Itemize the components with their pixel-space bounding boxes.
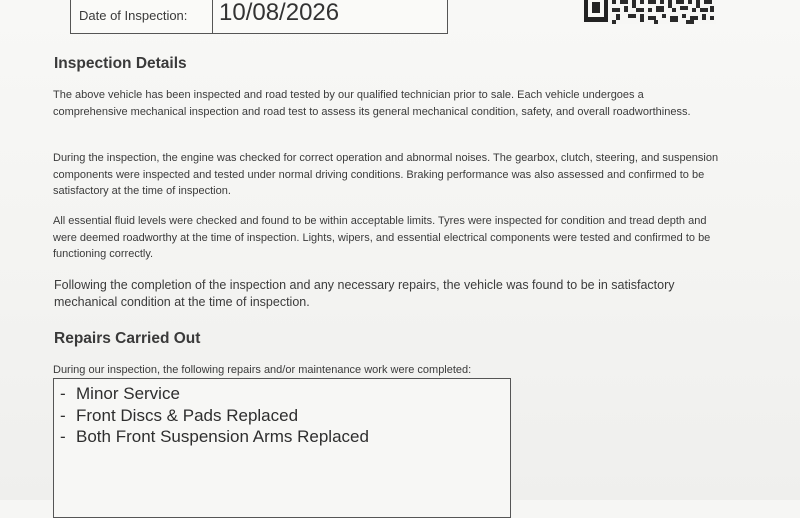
repair-item-text: Front Discs & Pads Replaced (76, 405, 299, 425)
inspection-date-table (70, 0, 448, 34)
inspection-details-heading: Inspection Details (54, 55, 187, 72)
repair-item (60, 405, 510, 427)
details-paragraph-1: The above vehicle has been inspected and road tested by our qualified technician prior to sale. Each vehicle undergoes a comprehensive mechanical inspection and road test to assess its general mechanical condition, safety, and overall roadworthiness. (53, 89, 691, 118)
details-paragraph-2: During the inspection, the engine was checked for correct operation and abnormal noises. The gearbox, clutch, steering, and suspension components were inspected and tested under normal driving conditions. Braking performance was also assessed and confirmed to be satisfactory at the time of inspection. (53, 152, 719, 197)
repair-item (60, 426, 510, 448)
repair-item-text: Both Front Suspension Arms Replaced (76, 427, 369, 446)
repair-item (60, 383, 510, 405)
qr-code-icon (582, 0, 716, 24)
repairs-heading: Repairs Carried Out (54, 330, 201, 347)
repairs-intro: During our inspection, the following repairs and/or maintenance work were completed: (53, 364, 472, 376)
inspection-date-label: Date of Inspection: (71, 0, 213, 33)
details-paragraph-4: Following the completion of the inspection and any necessary repairs, the vehicle was found to be in satisfactory mechanical condition at the time of inspection. (54, 278, 675, 309)
bullet-dash: - (60, 384, 66, 403)
repairs-box (53, 378, 511, 518)
repairs-list (54, 379, 510, 448)
inspection-date-value: 10/08/2026 (219, 0, 340, 26)
bullet-dash: - (60, 405, 66, 425)
details-paragraph-3: All essential fluid levels were checked and found to be within acceptable limits. Tyres were inspected for condition and tread depth and were deemed roadworthy at the time of inspection. Lights, wipers, and essential electrical components were tested and confirmed to be functioning correctly. (53, 215, 711, 260)
repair-item-text: Minor Service (76, 384, 180, 403)
bullet-dash: - (60, 427, 66, 446)
